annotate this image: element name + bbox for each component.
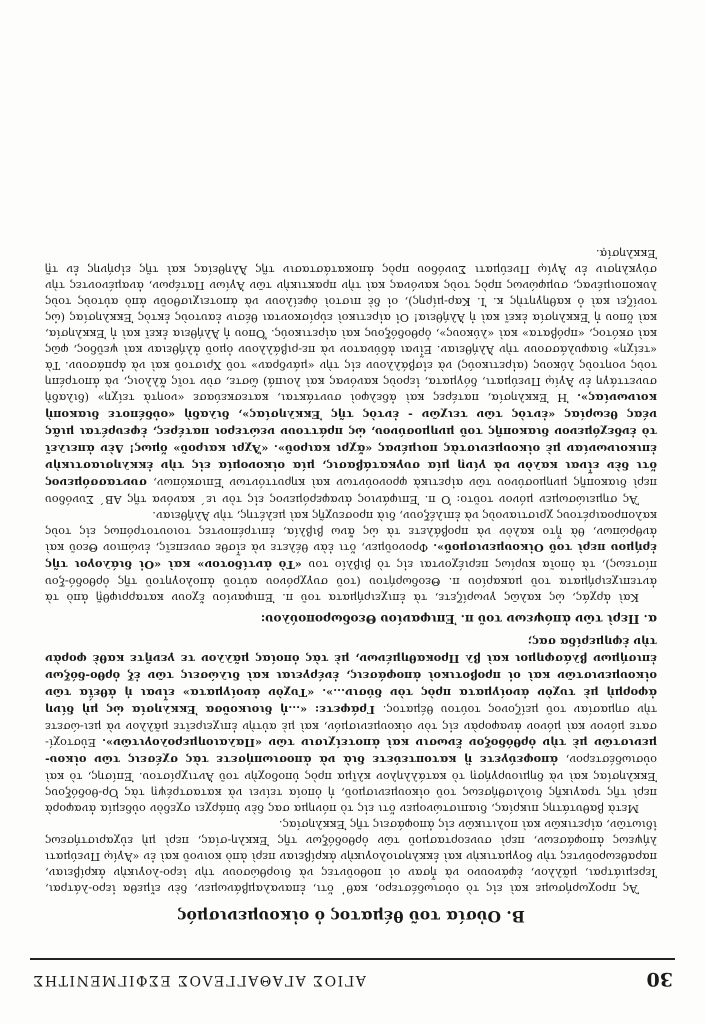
paragraph: [45, 245, 657, 507]
main-text: [45, 245, 657, 924]
paragraph: [45, 507, 657, 605]
bold-text: συντασσόμενος ὅτι δὲν εἶναι καλὸν νὰ γίνῃ μία συγκατάβασις, μία οἰκονομία εἰς τὴν ἐκκλησιαστικὴν ἐπικοινωνίαν μὲ οἰκουμενιστὰς ποιμένας «ἄχρι καιροῦ». «Ἄχρι καιροῦ» ὅμως! Δὲν ἀπειλεῖ τὸ ἐνδεχόμενον διακοπῆς τοῦ μνημοσύνου, ὡς πράττουν νεώτεροι πατέρες, ἐφευρέται μιᾶς νέας θεωρίας «ἐντὸς τῶν τειχῶν - ἐντὸς τῆς Ἐκκλησίας», διλαδὴ «οὐδέποτε διακοπὴ κοινωνίας».: [45, 391, 657, 490]
paragraph-text: Φρονοῦμεν, ὅτι ἐὰν θέλετε νὰ εἶσθε συνεπεῖς, ἐνώπιον Θεοῦ καὶ ἀνθρώπων, θὰ ἦτο καλὸν νὰ προβάλετε τὰ ὡς ἄνω βιβλία, ἐπιτρέποντες τοιουτοτρόπως εἰς τοὺς καλοπροαιρέτους χριστιανοὺς νὰ ἐπιλέξουν, διὰ προσευχῆς καὶ μελέτης, τὴν Ἀλήθειαν.: [45, 509, 657, 554]
paragraph-text: Μετὰ βαθυτάτης πικρίας, διαπιστώνομεν ὅτι εἰς τὸ πόνημα σας δὲν ὑπάρχει σχεδὸν οὐδεμία ἀναφορὰ περὶ τῆς τραγικῆς διολισθήσεως τοῦ οἰκουμενισμοῦ, ἡ ὁποία τείνει νὰ καταστρέψῃ τὰς Ὀρ-θοδόξους Ἐκκλησίας καὶ νὰ δημιουργήσῃ τὸ κατάλληλον κλῖμα πρὸς ὑποδοχὴν τοῦ Ἀντιχρίστου. Ἐπίσης, τὸ καὶ οὐσιωδέστερον,: [45, 753, 657, 815]
bold-text: ἀποφεύγετε ἢ κατοπτεύετε διὰ νὰ ἀποσιωπήσετε τὰς σχέσεις τῶν οἰκου-μενιστῶν μὲ τὴν ὀρθόδοξον ἕνωσιν καὶ ἀποτείχισιν τῶν «Παλαιοημερολογιτῶν».: [45, 736, 657, 767]
paragraph: [45, 816, 657, 896]
section-b-title: Β. Οὐσία τοῦ θέματος ὁ οἰκουμενισμός: [177, 907, 525, 926]
bold-text: Γράφετε: «...ἡ διοικοῦσα Ἐκκλησία ὡς μὴ δίνη ἀφορμὴ μὲ τυχὸν ἀνοίγματα πρὸς τὸν δύσιν...». «Τυχὸν ἀνοίγματα» εἶναι ἡ ἀθεΐα τῶν οἰκουμενιστῶν καὶ οἱ προβοτικοὶ ἀποφάσεις, ἐνέργειαι καὶ διλώσεις τῶν ἐξ ὀρθο-δόξων ἐπισήμων βλάσφημοι καὶ βλ Προκαθημένων, μὲ τὰς ὁποίας μᾶλλον τε γενῆτε καθὲ φορὰν τὴν ἐφημερίδα σας;: [45, 635, 657, 717]
page-header: [30, 964, 675, 990]
paragraph: [45, 633, 657, 816]
paragraph-text: Ἡ Ἐκκλησία, πατέρες καὶ ἀδελφοὶ συντάκται, κατεσκεύασε «νοητὰ τείχη» (διλαδὴ συνεττάγη ἐν Ἁγίῳ Πνεύματι, δόγματα, ἱεροὺς κανόνας καὶ λοιπά) ὥστε, σὺν τοῖς ἄλλοις, νὰ ἀποτρέπη τοὺς νοητοὺς λύκους (αἱρετικούς) νὰ εἰσβάλλουν εἰς τὴν «μάνδραν» τοῦ Χριστοῦ καὶ νὰ ἁρπάσουν. Τὰ «τείχη» διαφυλάσσουν τὴν Ἀλήθειαν. Εἶναι ἀδύνατον νὰ πε-ριβάλλουν ὁμοῦ ἀλήθειαν καὶ ψεῦδος, φῶς καὶ σκότος, «πρόβατα» καὶ «λύκους», ὀρθοδόξους καὶ αἱρετικούς. Ὅπου ἡ Ἀλήθεια ἐκεῖ καὶ ἡ Ἐκκλησία, καὶ ὅπου ἡ Ἐκκλησία ἐκεῖ καὶ ἡ Ἀλήθεια! Οἱ αἱρετικοὶ εὑρίσκονται θέσιν ἑαυτοὺς ἐκτὸς Ἐκκλησίας (ὡς τονίζει καὶ ὁ καθηγητὴς κ. Ἰ. Καρ-μίρης), οἱ δὲ πιστοὶ ὀφείλουν νὰ ἀποτειχισθοῦν ἀπὸ αὐτοὺς τοὺς λυκοποιμένας, συμφώνως πρὸς τοὺς κανόνας καὶ τὴν πρακτικὴν τῶν Ἁγίων Πατέρων, ἀναμένοντες τὴν σύγκλησιν ἐν Ἁγίῳ Πνεύματι Συνόδου πρὸς ἀποκατάστασιν τῆς Ἀληθείας καὶ τῆς εἰρήνης ἐν τῇ Ἐκκλησίᾳ.: [45, 247, 657, 404]
paragraph-text: Καὶ ἀρχάς, ὡς καλῶς γνωρίζετε, τὰ ἐπιχειρήματα τοῦ π. Ἐπιφανίου ἔχουν καταρριφθῇ ἀπὸ τὰ ἀντεπιχειρήματα τοῦ μακαρίου π. Θεοδωρήτου (τοῦ συγχρόνου αὐτοῦ ἀπολογητοῦ τῆς ὀρθοδό-ξου πίστεως), τὰ ὁποῖα κυρίως περιέχονται εἰς τὸ βιβλίο του: [45, 558, 657, 604]
paragraph-text: Ἂς προχωρήσωμε καὶ εἰς τὸ οὐσιωδέστερο, καθ᾿ ὅτι, ἐπαναλαμβάνωμεν, δὲν εἴμεθα ἱερο-λάτραι, Ἱερεμιάτραι, μᾶλλον, ἐφάνουνο νὰ ἦσαν οἱ ποθοῦντες νὰ διορθώσουν τὴν ἱερο-λογικὴν ἀκρίβειαν, παραθεωροῦντες τὴν δογματικὴν καὶ ἐκκλησιολογικὴν ἀκρίβειαν περὶ ἀπὸ κοινοῦ καὶ ἐν «Ἁγίῳ Πνεύματι λήψεως ἀποφάσεων, περὶ συνεορτασμοῦ τῶν ὀρθοδόξων τῆς Ἐκκλη-σίας, περὶ μὴ εὐχαριστήσεως ἰδιωτῶν, αἱρετικῶν καὶ πολιτικῶν εἰς ἀποφάσεις τῆς Ἐκκλησίας.: [45, 818, 657, 895]
bold-text: «Τὸ ἀντίδοτον» καὶ «Οἱ διάλογοι τῆς ἐρήμου περὶ τοῦ Οἰκουμενισμοῦ».: [44, 541, 657, 572]
page-number: 30: [646, 968, 673, 990]
paragraph-text: Εὐστοχί-σατε μόνον καὶ μόνον ἀναφορὰν εἰς τὸν οἰκουμενισμόν, καὶ μὲ αὐτὴν ἐπιχειρεῖτε μᾶλλον νὰ μει-ώσετε τὴν σημασίαν τοῦ μείζονος τούτου θέματος.: [45, 703, 657, 749]
header-rule: [30, 958, 675, 960]
paragraph-text: Ἂς σημειώσωμεν μόνον τοῦτο: Ὁ π. Ἐπιφάνιος ἀναφερόμενος εἰς τὸν ιε΄ κανόνα τῆς ΑΒ΄ Συνόδου περὶ διακοπῆς μνημοσύνου τῶν αἱρετικὰ φρονούντων καὶ κηρυττόντων Ἐπισκόπων,: [45, 476, 657, 506]
section-a-title: α. Περὶ τῶν ἀπόψεων τοῦ π. Ἐπιφανίου Θεοδωροπούλου:: [260, 612, 657, 626]
running-title: ΑΓΙΟΣ ΑΓΑΘΑΓΓΕΛΟΣ ΕΣΦΙΓΜΕΝΙΤΗΣ: [32, 972, 366, 988]
